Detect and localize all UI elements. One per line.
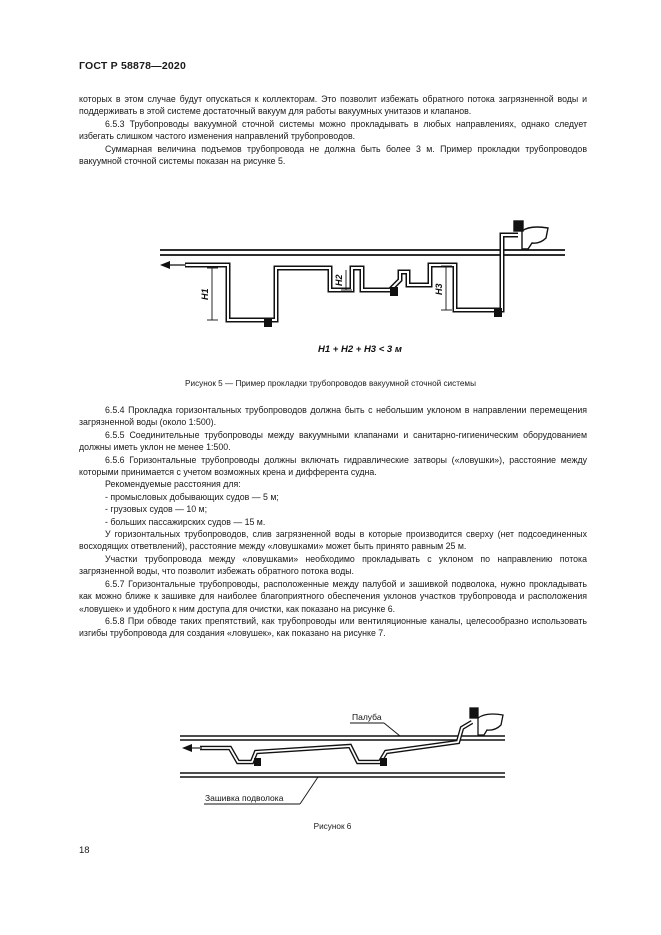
list-item: - больших пассажирских судов — 15 м. [105,516,266,527]
flow-arrow-icon [182,744,202,752]
paragraph-6-5-5: 6.5.5 Соединительные трубопроводы между вакуумными клапанами и санитарно-гигиеническим оборудованием должны иметь уклон не менее 1:500. [79,429,587,453]
paragraph-6-5-6: 6.5.6 Горизонтальные трубопроводы должны включать гидравлические затворы («ловушки»), расстояние между которыми принимается с учетом возможных крена и дифферента судна. [79,454,587,478]
label-h1: H1 [200,288,210,300]
paragraph-6-5-8: 6.5.8 При обводе таких препятствий, как трубопроводы или вентиляционные каналы, целесообразно использовать изгибы трубопровода для создания «ловушек», как показано на рисунке 7. [79,615,587,639]
page-number: 18 [79,845,90,856]
paragraph-6-5-3: 6.5.3 Трубопроводы вакуумной сточной системы можно прокладывать в любых направлениях, однако следует избегать слишком частого изменения направлений трубопроводов. [79,118,587,142]
list-item: - промысловых добывающих судов — 5 м; [105,491,279,502]
paragraph: которых в этом случае будут опускаться к коллекторам. Это позволит избежать обратного потока загрязненной воды и поддерживать в этой системе достаточный вакуум для работы вакуумных унитазов и клапанов. [79,94,587,117]
toilet-icon [470,708,503,735]
label-ceiling-lining: Зашивка подволока [205,793,284,803]
paragraph: Участки трубопровода между «ловушками» необходимо прокладывать с уклоном по направлению потока загрязненной воды, что позволит избежать обратного потока воды. [79,553,587,577]
paragraph-6-5-7: 6.5.7 Горизонтальные трубопроводы, расположенные между палубой и зашивкой подволока, нужно прокладывать как можно ближе к зашивке для наиболее благоприятного обеспечения уклонов участков трубопровода и расположения «ловушек» и удобного к ним доступа для очистки, как показано на рисунке 6. [79,578,587,614]
paragraph: У горизонтальных трубопроводов, слив загрязненной воды в которые производится сверху (нет подсоединенных восходящих ответвлений), расстояние между «ловушками» может быть принято равным 25 м. [79,529,587,552]
label-h2: H2 [334,274,344,286]
paragraph: Суммарная величина подъемов трубопровода не должна быть более 3 м. Пример прокладки трубопроводов вакуумной сточной системы показан на рисунке 5. [79,143,587,167]
paragraph: Рекомендуемые расстояния для: [105,479,241,490]
valve-icon [380,758,387,766]
document-header: ГОСТ Р 58878—2020 [79,60,187,72]
label-deck: Палуба [352,712,382,722]
figure-6-caption: Рисунок 6 [313,822,352,831]
valve-icon [254,758,261,766]
paragraph-6-5-4: 6.5.4 Прокладка горизонтальных трубопроводов должна быть с небольшим уклоном в направлении перемещения загрязненной воды (около 1:500). [79,405,587,428]
pipeline [200,722,472,762]
figure-5-caption: Рисунок 5 — Пример прокладки трубопроводов вакуумной сточной системы [185,379,476,388]
label-h3: H3 [434,283,444,295]
formula: H1 + H2 + H3 < 3 м [318,344,402,355]
list-item: - грузовых судов — 10 м; [105,504,208,515]
